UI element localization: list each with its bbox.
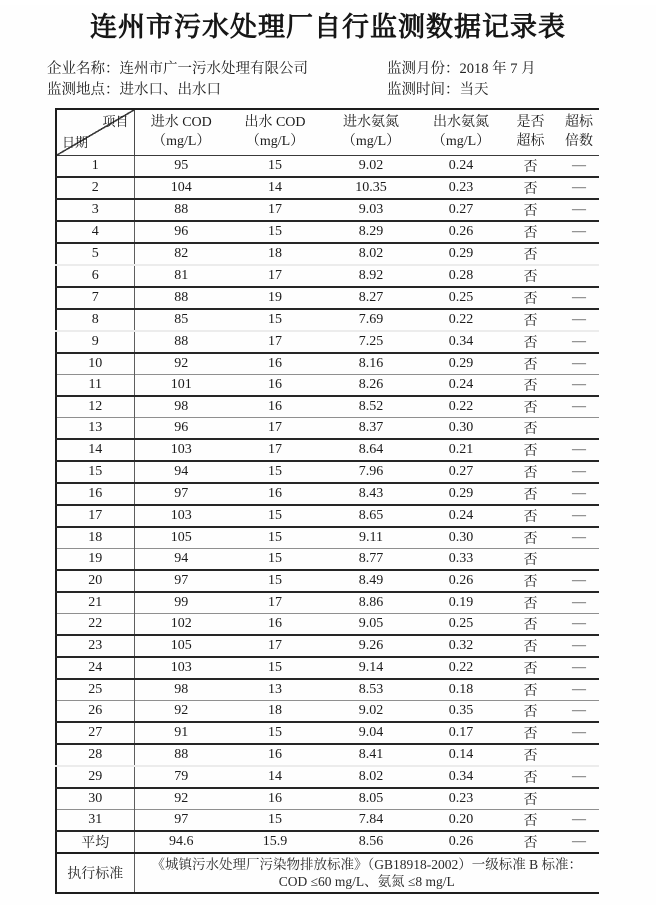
value-cell: 否 [523, 421, 538, 437]
value-cell: 91 [174, 724, 189, 740]
value-cell: 9.26 [358, 637, 384, 653]
column-unit: （mg/L） [431, 134, 491, 150]
date-cell: 28 [56, 744, 134, 766]
value-cell: 15 [268, 311, 282, 327]
value-cell: 8.37 [358, 419, 384, 435]
value-cell: 8.16 [358, 355, 384, 371]
value-cell: 101 [170, 376, 192, 392]
date-cell: 4 [56, 221, 134, 243]
multiple-cell [559, 744, 599, 766]
value-cell: 8.41 [358, 746, 384, 762]
table-row [56, 788, 599, 810]
value-cell: 18 [268, 702, 282, 718]
value-cell: 18 [268, 245, 282, 261]
value-cell: 否 [523, 313, 538, 329]
value-cell: 否 [523, 357, 538, 373]
table-row [56, 766, 599, 788]
value-cell: 否 [523, 203, 538, 219]
value-cell: 0.30 [448, 529, 474, 545]
multiple-cell: — [572, 463, 586, 479]
table-row [56, 331, 599, 353]
multiple-cell: — [572, 768, 586, 784]
value-cell: 0.23 [448, 790, 474, 806]
standard-label: 执行标准 [56, 853, 134, 893]
value-cell: 0.28 [448, 267, 474, 283]
value-cell: 0.14 [448, 746, 474, 762]
value-cell: 15.9 [262, 833, 288, 849]
date-cell: 7 [56, 287, 134, 309]
value-cell: 8.29 [358, 223, 384, 239]
table-row [56, 417, 599, 439]
table-row [56, 657, 599, 679]
table-row [56, 527, 599, 549]
value-cell: 0.24 [448, 507, 474, 523]
value-cell: 103 [170, 441, 192, 457]
value-cell: 88 [174, 746, 189, 762]
date-cell: 30 [56, 788, 134, 810]
value-cell: 否 [523, 531, 538, 547]
monitor-month-value: 2018 年 7 月 [459, 61, 536, 77]
multiple-cell: — [572, 572, 586, 588]
value-cell: 9.04 [358, 724, 384, 740]
table-row [56, 396, 599, 418]
value-cell: 否 [523, 269, 538, 285]
value-cell: 7.84 [358, 811, 384, 827]
table-row [56, 439, 599, 461]
monitor-location-label: 监测地点： [47, 82, 120, 98]
value-cell: 否 [523, 225, 538, 241]
table-row [56, 199, 599, 221]
value-cell: 15 [268, 550, 282, 566]
value-cell: 否 [523, 509, 538, 525]
table-row [56, 287, 599, 309]
table-row [56, 177, 599, 199]
date-cell: 8 [56, 309, 134, 331]
value-cell: 0.35 [448, 702, 474, 718]
company-name-label: 企业名称： [47, 61, 120, 77]
date-cell: 22 [56, 613, 134, 635]
table-row [56, 613, 599, 635]
value-cell: 94.6 [169, 833, 194, 849]
value-cell: 14 [268, 768, 282, 784]
column-header [559, 109, 599, 155]
date-cell: 16 [56, 483, 134, 505]
multiple-cell: — [572, 659, 586, 675]
value-cell: 7.25 [358, 333, 384, 349]
multiple-cell [559, 417, 599, 439]
column-title: 出水 COD [244, 115, 306, 131]
value-cell: 否 [523, 400, 538, 416]
table-row [56, 570, 599, 592]
date-cell: 9 [56, 331, 134, 353]
value-cell: 否 [523, 378, 538, 394]
value-cell: 105 [170, 637, 192, 653]
date-cell: 19 [56, 548, 134, 570]
value-cell: 否 [523, 683, 538, 699]
date-cell: 14 [56, 439, 134, 461]
value-cell: 88 [174, 289, 189, 305]
value-cell: 16 [268, 790, 282, 806]
value-cell: 17 [268, 441, 282, 457]
value-cell: 否 [523, 465, 538, 481]
multiple-cell: — [572, 179, 586, 195]
value-cell: 0.17 [448, 724, 474, 740]
value-cell: 0.29 [448, 485, 474, 501]
value-cell: 14 [268, 179, 282, 195]
value-cell: 16 [268, 376, 282, 392]
value-cell: 否 [523, 770, 538, 786]
date-cell: 29 [56, 766, 134, 788]
multiple-cell: — [572, 485, 586, 501]
value-cell: 7.96 [358, 463, 384, 479]
column-unit: （mg/L） [152, 134, 211, 150]
value-cell: 0.22 [448, 311, 474, 327]
value-cell: 16 [268, 485, 282, 501]
date-cell: 6 [56, 265, 134, 287]
value-cell: 否 [523, 748, 538, 764]
column-header [420, 109, 502, 155]
value-cell: 0.22 [448, 398, 474, 414]
value-cell: 92 [174, 702, 189, 718]
date-cell: 17 [56, 505, 134, 527]
date-cell: 23 [56, 635, 134, 657]
value-cell: 13 [268, 681, 282, 697]
date-cell: 24 [56, 657, 134, 679]
multiple-cell: — [572, 615, 586, 631]
value-cell: 0.26 [448, 223, 474, 239]
value-cell: 16 [268, 355, 282, 371]
company-name-value: 连州市广一污水处理有限公司 [119, 61, 308, 77]
average-row [56, 831, 599, 853]
multiple-cell [559, 265, 599, 287]
value-cell: 8.52 [358, 398, 384, 414]
value-cell: 105 [170, 529, 192, 545]
value-cell: 0.25 [448, 615, 474, 631]
value-cell: 92 [174, 355, 189, 371]
value-cell: 102 [170, 615, 192, 631]
value-cell: 0.22 [448, 659, 474, 675]
value-cell: 0.32 [448, 637, 474, 653]
value-cell: 0.34 [448, 333, 474, 349]
column-unit: （mg/L） [245, 134, 305, 150]
meta-info [0, 59, 656, 101]
value-cell: 否 [523, 487, 538, 503]
date-cell: 26 [56, 700, 134, 722]
value-cell: 17 [268, 594, 282, 610]
table-row [56, 505, 599, 527]
value-cell: 9.03 [358, 201, 384, 217]
value-cell: 否 [523, 335, 538, 351]
table-row [56, 155, 599, 177]
value-cell: 7.69 [358, 311, 384, 327]
date-cell: 31 [56, 809, 134, 831]
value-cell: 15 [268, 223, 282, 239]
value-cell: 8.02 [358, 245, 384, 261]
value-cell: 95 [174, 157, 189, 173]
table-row [56, 722, 599, 744]
value-cell: 99 [174, 594, 189, 610]
multiple-cell: — [572, 507, 586, 523]
date-cell: 20 [56, 570, 134, 592]
value-cell: 92 [174, 790, 189, 806]
monitor-time-label: 监测时间： [387, 82, 460, 98]
value-cell: 96 [174, 419, 189, 435]
date-cell: 27 [56, 722, 134, 744]
value-cell: 15 [268, 507, 282, 523]
value-cell: 16 [268, 398, 282, 414]
table-row [56, 700, 599, 722]
table-row [56, 592, 599, 614]
value-cell: 98 [174, 398, 189, 414]
value-cell: 97 [174, 572, 189, 588]
value-cell: 88 [174, 333, 189, 349]
multiple-cell: — [572, 333, 586, 349]
multiple-cell [559, 243, 599, 265]
value-cell: 8.49 [358, 572, 384, 588]
corner-item-label: 项目 [102, 114, 129, 129]
date-cell: 11 [56, 374, 134, 396]
date-cell: 2 [56, 177, 134, 199]
value-cell: 10.35 [355, 179, 387, 195]
value-cell: 8.65 [358, 507, 384, 523]
value-cell: 8.86 [358, 594, 384, 610]
value-cell: 0.24 [448, 157, 474, 173]
value-cell: 9.11 [359, 529, 383, 545]
value-cell: 96 [174, 223, 189, 239]
column-unit: 超标 [516, 134, 545, 150]
multiple-cell: — [572, 355, 586, 371]
page-title: 连州市污水处理厂自行监测数据记录表 [90, 12, 566, 42]
value-cell: 15 [268, 157, 282, 173]
value-cell: 否 [523, 704, 538, 720]
value-cell: 15 [268, 811, 282, 827]
value-cell: 否 [523, 574, 538, 590]
table-row [56, 679, 599, 701]
meta-left-block [47, 59, 387, 101]
value-cell: 9.14 [358, 659, 384, 675]
value-cell: 15 [268, 572, 282, 588]
meta-right-block [387, 59, 626, 101]
multiple-cell: — [572, 724, 586, 740]
column-header [134, 109, 228, 155]
table-header-row [56, 109, 599, 155]
multiple-cell: — [572, 637, 586, 653]
value-cell: 否 [523, 159, 538, 175]
value-cell: 0.30 [448, 419, 474, 435]
value-cell: 0.29 [448, 355, 474, 371]
table-row [56, 243, 599, 265]
company-name-line [47, 59, 387, 80]
table-row [56, 548, 599, 570]
multiple-cell: — [572, 376, 586, 392]
column-unit: （mg/L） [341, 134, 401, 150]
multiple-cell: — [572, 289, 586, 305]
value-cell: 94 [174, 550, 189, 566]
value-cell: 9.02 [358, 157, 384, 173]
table-row [56, 374, 599, 396]
document-page [0, 5, 656, 905]
value-cell: 8.64 [358, 441, 384, 457]
value-cell: 16 [268, 615, 282, 631]
standard-row [56, 853, 599, 893]
date-cell: 12 [56, 396, 134, 418]
table-row [56, 809, 599, 831]
value-cell: 8.92 [358, 267, 384, 283]
value-cell: 0.23 [448, 179, 474, 195]
value-cell: 17 [268, 333, 282, 349]
value-cell: 103 [170, 659, 192, 675]
value-cell: 8.02 [358, 768, 384, 784]
value-cell: 0.26 [448, 572, 474, 588]
multiple-cell: — [572, 833, 586, 849]
value-cell: 否 [523, 792, 538, 808]
table-row [56, 483, 599, 505]
value-cell: 8.56 [358, 833, 384, 849]
multiple-cell [559, 788, 599, 810]
value-cell: 16 [268, 746, 282, 762]
multiple-cell: — [572, 441, 586, 457]
table-row [56, 635, 599, 657]
value-cell: 8.26 [358, 376, 384, 392]
value-cell: 82 [174, 245, 189, 261]
date-cell: 3 [56, 199, 134, 221]
table-row [56, 744, 599, 766]
column-header [322, 109, 420, 155]
column-header [502, 109, 559, 155]
value-cell: 否 [523, 443, 538, 459]
table-row [56, 265, 599, 287]
table-row [56, 461, 599, 483]
value-cell: 否 [523, 639, 538, 655]
monitor-time-line [387, 80, 626, 101]
value-cell: 否 [523, 552, 538, 568]
value-cell: 0.18 [448, 681, 474, 697]
monitor-time-value: 当天 [459, 82, 489, 98]
value-cell: 0.27 [448, 463, 474, 479]
multiple-cell: — [572, 311, 586, 327]
multiple-cell: — [572, 529, 586, 545]
value-cell: 104 [170, 179, 192, 195]
value-cell: 8.53 [358, 681, 384, 697]
value-cell: 0.25 [448, 289, 474, 305]
value-cell: 否 [523, 813, 538, 829]
column-unit: 倍数 [565, 134, 593, 150]
value-cell: 否 [523, 596, 538, 612]
value-cell: 8.77 [358, 550, 384, 566]
value-cell: 15 [268, 724, 282, 740]
column-header [228, 109, 322, 155]
value-cell: 79 [174, 768, 189, 784]
value-cell: 0.24 [448, 376, 474, 392]
date-cell: 13 [56, 417, 134, 439]
value-cell: 否 [523, 726, 538, 742]
value-cell: 15 [268, 659, 282, 675]
column-title: 超标 [565, 115, 593, 131]
corner-date-label: 日期 [62, 134, 89, 150]
monitor-month-label: 监测月份： [387, 61, 460, 77]
standard-text: 《城镇污水处理厂污染物排放标准》（GB18918-2002）一级标准 B 标准：COD ≤60 mg/L、氨氮 ≤8 mg/L [134, 853, 599, 893]
value-cell: 9.05 [358, 615, 384, 631]
date-cell: 15 [56, 461, 134, 483]
multiple-cell: — [572, 157, 586, 173]
multiple-cell: — [572, 201, 586, 217]
multiple-cell [559, 548, 599, 570]
value-cell: 19 [268, 289, 282, 305]
value-cell: 17 [268, 637, 282, 653]
column-title: 出水氨氮 [433, 115, 489, 131]
value-cell: 88 [174, 201, 189, 217]
date-cell: 5 [56, 243, 134, 265]
multiple-cell: — [572, 594, 586, 610]
value-cell: 17 [268, 419, 282, 435]
value-cell: 17 [268, 267, 282, 283]
table-row [56, 309, 599, 331]
value-cell: 否 [523, 291, 538, 307]
column-title: 进水氨氮 [343, 115, 399, 131]
multiple-cell: — [572, 681, 586, 697]
value-cell: 97 [174, 485, 189, 501]
value-cell: 否 [523, 247, 538, 263]
table-row [56, 221, 599, 243]
value-cell: 103 [170, 507, 192, 523]
value-cell: 0.34 [448, 768, 474, 784]
value-cell: 8.27 [358, 289, 384, 305]
multiple-cell: — [572, 702, 586, 718]
column-title: 是否 [516, 115, 545, 131]
value-cell: 98 [174, 681, 189, 697]
multiple-cell: — [572, 398, 586, 414]
date-cell: 平均 [56, 831, 134, 853]
table-row [56, 353, 599, 375]
monitor-location-value: 进水口、出水口 [119, 82, 221, 98]
value-cell: 97 [174, 811, 189, 827]
value-cell: 0.21 [448, 441, 474, 457]
value-cell: 15 [268, 463, 282, 479]
value-cell: 85 [174, 311, 189, 327]
value-cell: 否 [523, 661, 538, 677]
value-cell: 17 [268, 201, 282, 217]
column-title: 进水 COD [150, 115, 212, 131]
date-cell: 1 [56, 155, 134, 177]
corner-header-cell [56, 109, 134, 155]
value-cell: 94 [174, 463, 189, 479]
value-cell: 否 [523, 617, 538, 633]
date-cell: 21 [56, 592, 134, 614]
value-cell: 否 [523, 835, 538, 851]
monitor-month-line [387, 59, 626, 80]
value-cell: 0.29 [448, 245, 474, 261]
multiple-cell: — [572, 811, 586, 827]
value-cell: 0.27 [448, 201, 474, 217]
monitoring-data-table [55, 108, 599, 894]
value-cell: 0.26 [448, 833, 474, 849]
value-cell: 8.05 [358, 790, 384, 806]
date-cell: 25 [56, 679, 134, 701]
value-cell: 15 [268, 529, 282, 545]
value-cell: 8.43 [358, 485, 384, 501]
value-cell: 0.20 [448, 811, 474, 827]
value-cell: 否 [523, 181, 538, 197]
monitor-location-line [47, 80, 387, 101]
date-cell: 10 [56, 353, 134, 375]
value-cell: 0.19 [448, 594, 474, 610]
value-cell: 0.33 [448, 550, 474, 566]
multiple-cell: — [572, 223, 586, 239]
date-cell: 18 [56, 527, 134, 549]
value-cell: 81 [174, 267, 189, 283]
value-cell: 9.02 [358, 702, 384, 718]
